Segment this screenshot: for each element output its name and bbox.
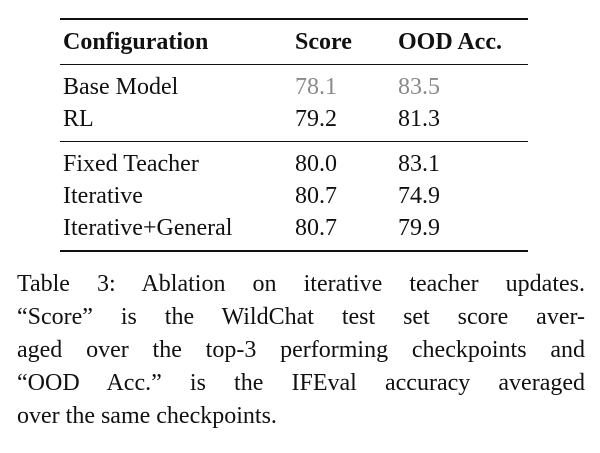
table-caption <box>17 268 585 433</box>
caption-line: over the same checkpoints. <box>17 403 277 429</box>
caption-line: aged over the top-3 performing checkpoints and <box>17 337 585 363</box>
row-score: 78.1 <box>295 74 337 101</box>
caption-line: “OOD Acc.” is the IFEval accuracy averaged <box>17 370 585 396</box>
row-config: Base Model <box>63 74 179 101</box>
row-ood-acc: 83.1 <box>398 151 440 178</box>
table-row <box>60 71 528 103</box>
caption-line: Table 3: Ablation on iterative teacher updates. <box>17 271 585 297</box>
bottom-rule <box>60 250 528 252</box>
table-row <box>60 148 528 180</box>
row-ood-acc: 74.9 <box>398 183 440 210</box>
row-config: Fixed Teacher <box>63 151 199 178</box>
table-header-row <box>60 20 528 64</box>
table-row <box>60 212 528 244</box>
table-row <box>60 103 528 135</box>
caption-line: “Score” is the WildChat test set score aver- <box>17 304 585 330</box>
row-score: 80.0 <box>295 151 337 178</box>
table-row <box>60 180 528 212</box>
row-config: Iterative <box>63 183 143 210</box>
row-score: 80.7 <box>295 215 337 242</box>
results-table <box>60 18 528 252</box>
column-header-ood-acc: OOD Acc. <box>398 29 502 55</box>
column-header-configuration: Configuration <box>63 29 209 55</box>
column-header-score: Score <box>295 29 352 55</box>
row-config: RL <box>63 106 94 133</box>
row-score: 79.2 <box>295 106 337 133</box>
row-ood-acc: 81.3 <box>398 106 440 133</box>
row-ood-acc: 79.9 <box>398 215 440 242</box>
row-config: Iterative+General <box>63 215 233 242</box>
row-score: 80.7 <box>295 183 337 210</box>
row-ood-acc: 83.5 <box>398 74 440 101</box>
